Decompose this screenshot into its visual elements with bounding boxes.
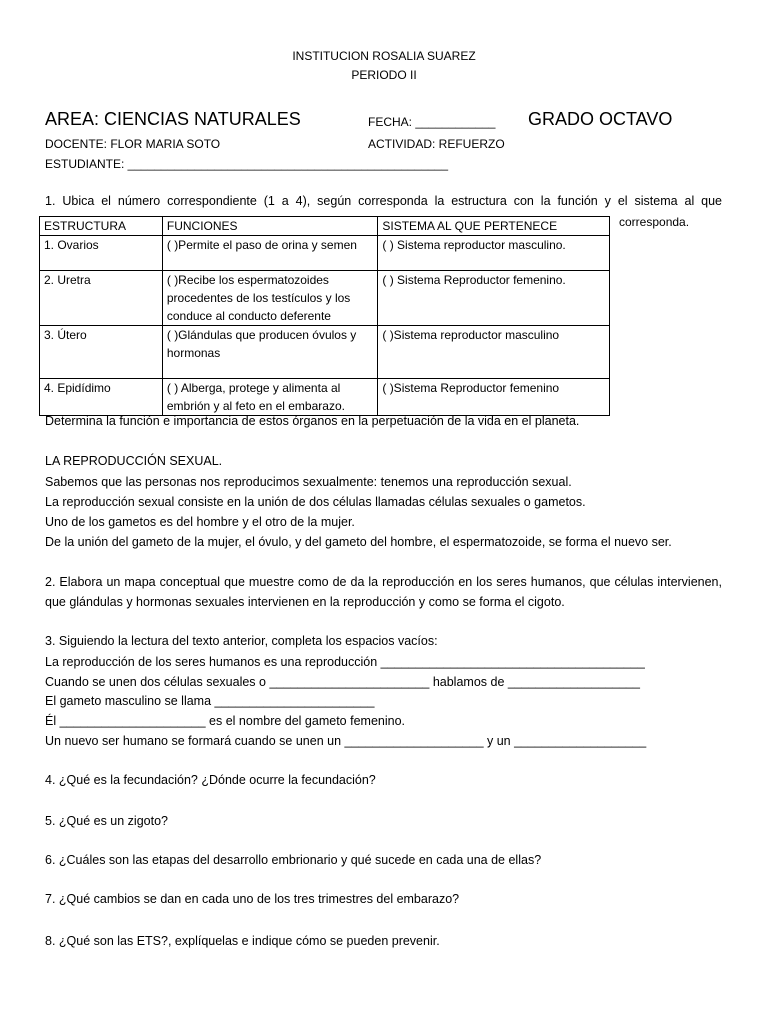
table-header-row	[40, 217, 610, 236]
fecha-field: FECHA: ____________	[368, 115, 496, 129]
table-cell: ( )Permite el paso de orina y semen	[162, 236, 378, 271]
table-cell: ( ) Alberga, protege y alimenta al embrión y al feto en el embarazo.	[162, 379, 378, 416]
table-cell: ( ) Sistema Reproductor femenino.	[378, 271, 610, 326]
q1-intro: 1. Ubica el número correspondiente (1 a 4), según corresponda la estructura con la función y el sistema al que	[45, 194, 722, 208]
q3-blank-line: La reproducción de los seres humanos es una reproducción ______________________________________	[45, 655, 645, 669]
actividad-label: ACTIVIDAD: REFUERZO	[368, 137, 505, 151]
reading-line: La reproducción sexual consiste en la unión de dos células llamadas células sexuales o gametos.	[45, 495, 586, 509]
table-cell: ( )Sistema Reproductor femenino	[378, 379, 610, 416]
grade-label: GRADO OCTAVO	[528, 109, 673, 129]
table-cell: ( )Recibe los espermatozoides procedentes de los testículos y los conduce al conducto deferente	[162, 271, 378, 326]
reading-title: LA REPRODUCCIÓN SEXUAL.	[45, 454, 223, 468]
q3-blank-line: Él _____________________ es el nombre del gameto femenino.	[45, 714, 405, 728]
question-6: 6. ¿Cuáles son las etapas del desarrollo embrionario y qué sucede en cada una de ellas?	[45, 853, 542, 867]
q2-line: que glándulas y hormonas sexuales intervienen en la reproducción y como se forma el cigoto.	[45, 595, 565, 609]
table-cell: 2. Uretra	[40, 271, 163, 326]
question-4: 4. ¿Qué es la fecundación? ¿Dónde ocurre la fecundación?	[45, 773, 376, 787]
reading-line: Uno de los gametos es del hombre y el otro de la mujer.	[45, 515, 355, 529]
q3-blank-line: Cuando se unen dos células sexuales o _______________________ hablamos de ___________________	[45, 675, 640, 689]
q3-blank-line: El gameto masculino se llama _______________________	[45, 694, 375, 708]
table-cell: 3. Útero	[40, 326, 163, 379]
question-8: 8. ¿Qué son las ETS?, explíquelas e indique cómo se pueden prevenir.	[45, 934, 440, 948]
reading-line: Sabemos que las personas nos reproducimos sexualmente: tenemos una reproducción sexual.	[45, 475, 572, 489]
q1-intro-end: corresponda.	[619, 215, 690, 229]
table-cell: ( )Glándulas que producen óvulos y hormonas	[162, 326, 378, 379]
question-7: 7. ¿Qué cambios se dan en cada uno de los tres trimestres del embarazo?	[45, 892, 460, 906]
structure-table	[39, 216, 610, 416]
q3-title: 3. Siguiendo la lectura del texto anterior, completa los espacios vacíos:	[45, 634, 438, 648]
table-row	[40, 271, 610, 326]
table-row	[40, 379, 610, 416]
table-row	[40, 236, 610, 271]
table-cell: 1. Ovarios	[40, 236, 163, 271]
area-label: AREA: CIENCIAS NATURALES	[45, 109, 301, 129]
table-header-cell: SISTEMA AL QUE PERTENECE	[378, 217, 610, 236]
question-5: 5. ¿Qué es un zigoto?	[45, 814, 168, 828]
table-cell: 4. Epidídimo	[40, 379, 163, 416]
table-cell: ( ) Sistema reproductor masculino.	[378, 236, 610, 271]
table-cell: ( )Sistema reproductor masculino	[378, 326, 610, 379]
institution-title: INSTITUCION ROSALIA SUAREZ	[292, 49, 476, 63]
period-title: PERIODO II	[351, 68, 417, 82]
docente-label: DOCENTE: FLOR MARIA SOTO	[45, 137, 221, 151]
estudiante-field: ESTUDIANTE: ________________________________________________	[45, 157, 449, 171]
q2-line: 2. Elabora un mapa conceptual que muestre como de da la reproducción en los seres humanos, que células intervienen,	[45, 575, 722, 589]
table-header-cell: FUNCIONES	[162, 217, 378, 236]
table-header-cell: ESTRUCTURA	[40, 217, 163, 236]
q3-blank-line: Un nuevo ser humano se formará cuando se unen un ____________________ y un ___________________	[45, 734, 647, 748]
q1-followup: Determina la función e importancia de estos órganos en la perpetuación de la vida en el planeta.	[45, 414, 580, 428]
table-row	[40, 326, 610, 379]
reading-line: De la unión del gameto de la mujer, el óvulo, y del gameto del hombre, el espermatozoide, se forma el nuevo ser.	[45, 535, 672, 549]
